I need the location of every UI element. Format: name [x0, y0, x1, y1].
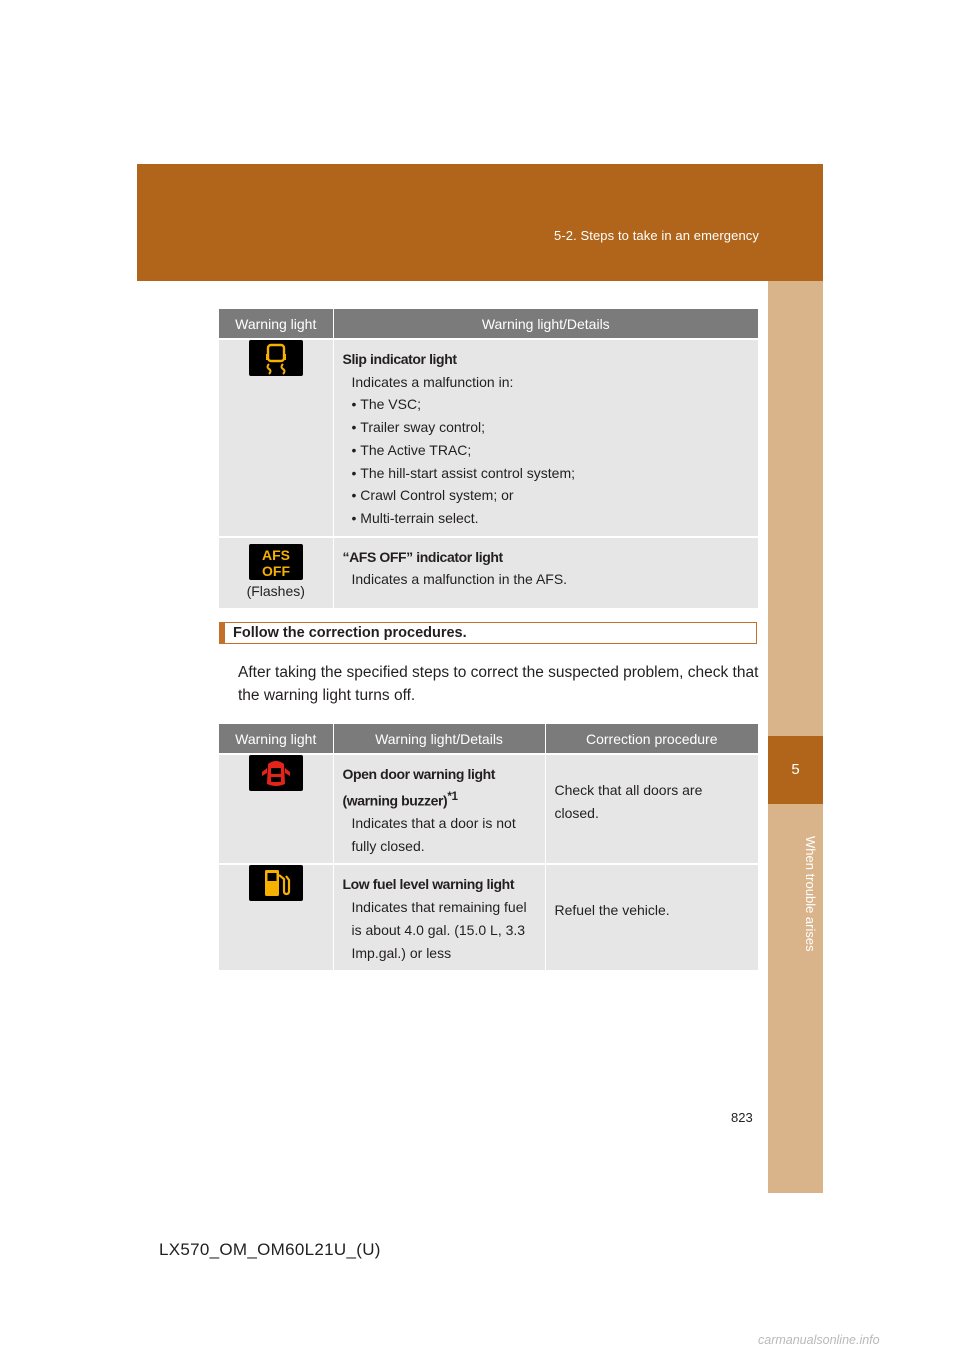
icon-cell [219, 339, 333, 537]
warning-details: Indicates that remaining fuel is about 4.0 gal. (15.0 L, 3.3 Imp.gal.) or less [351, 899, 527, 961]
list-item: • Crawl Control system; or [352, 484, 751, 507]
warning-details: Indicates a malfunction in the AFS. [351, 571, 568, 588]
warning-intro: Indicates a malfunction in: [351, 373, 514, 390]
chapter-number-tab[interactable]: 5 [768, 736, 823, 804]
table-row [219, 339, 758, 537]
table-row [219, 754, 758, 864]
warning-title: Open door warning light (warning buzzer)$^{*1}$ [342, 766, 496, 809]
malfunction-list [343, 393, 751, 529]
table-row [219, 537, 758, 608]
table-header-row [219, 309, 758, 339]
column-header: Warning light/Details [333, 724, 545, 754]
icon-cell [219, 754, 333, 864]
chapter-sidebar [768, 281, 823, 1193]
correction-cell [545, 754, 758, 864]
icon-cell [219, 864, 333, 970]
column-header: Warning light [219, 309, 333, 339]
list-item: • Multi-terrain select. [352, 507, 751, 530]
details-cell [333, 754, 545, 864]
warning-title: Low fuel level warning light [342, 876, 515, 893]
slip-indicator-icon [249, 340, 303, 376]
icon-cell [219, 537, 333, 608]
column-header: Warning light/Details [333, 309, 758, 339]
warning-title: Slip indicator light [342, 351, 457, 367]
page-number: 823 [731, 1110, 753, 1125]
procedure-text: After taking the specified steps to correct the suspected problem, check that the warning light turns off. [238, 664, 759, 704]
details-cell [333, 864, 545, 970]
warning-light-table-1 [219, 309, 758, 608]
open-door-icon [249, 755, 303, 791]
warning-title: “AFS OFF” indicator light [342, 548, 503, 565]
details-cell [333, 537, 758, 608]
svg-text:AFS: AFS [261, 546, 290, 563]
procedure-heading: Follow the correction procedures. [219, 622, 757, 644]
list-item: • The hill-start assist control system; [352, 462, 751, 485]
correction-text: Check that all doors are closed. [554, 782, 703, 821]
column-header: Correction procedure [545, 724, 758, 754]
fuel-pump-icon [249, 865, 303, 901]
header-band [137, 164, 823, 281]
warning-details: Indicates that a door is not fully closed. [351, 815, 516, 854]
list-item: • The Active TRAC; [352, 439, 751, 462]
table-row [219, 864, 758, 970]
list-item: • The VSC; [352, 393, 751, 416]
table-header-row [219, 724, 758, 754]
correction-cell [545, 864, 758, 970]
footnote-marker: *1 [447, 789, 458, 803]
watermark: carmanualsonline.info [758, 1333, 880, 1347]
list-item: • Trailer sway control; [352, 416, 751, 439]
correction-text: Refuel the vehicle. [554, 902, 670, 919]
afs-off-icon [249, 544, 303, 580]
document-code: LX570_OM_OM60L21U_(U) [159, 1240, 381, 1259]
details-cell [333, 339, 758, 537]
chapter-title: When trouble arises [803, 836, 818, 952]
column-header: Warning light [219, 724, 333, 754]
section-title: 5-2. Steps to take in an emergency [553, 228, 759, 243]
warning-light-table-2 [219, 724, 758, 970]
svg-text:OFF: OFF [261, 562, 290, 579]
flash-note: (Flashes) [246, 582, 305, 599]
